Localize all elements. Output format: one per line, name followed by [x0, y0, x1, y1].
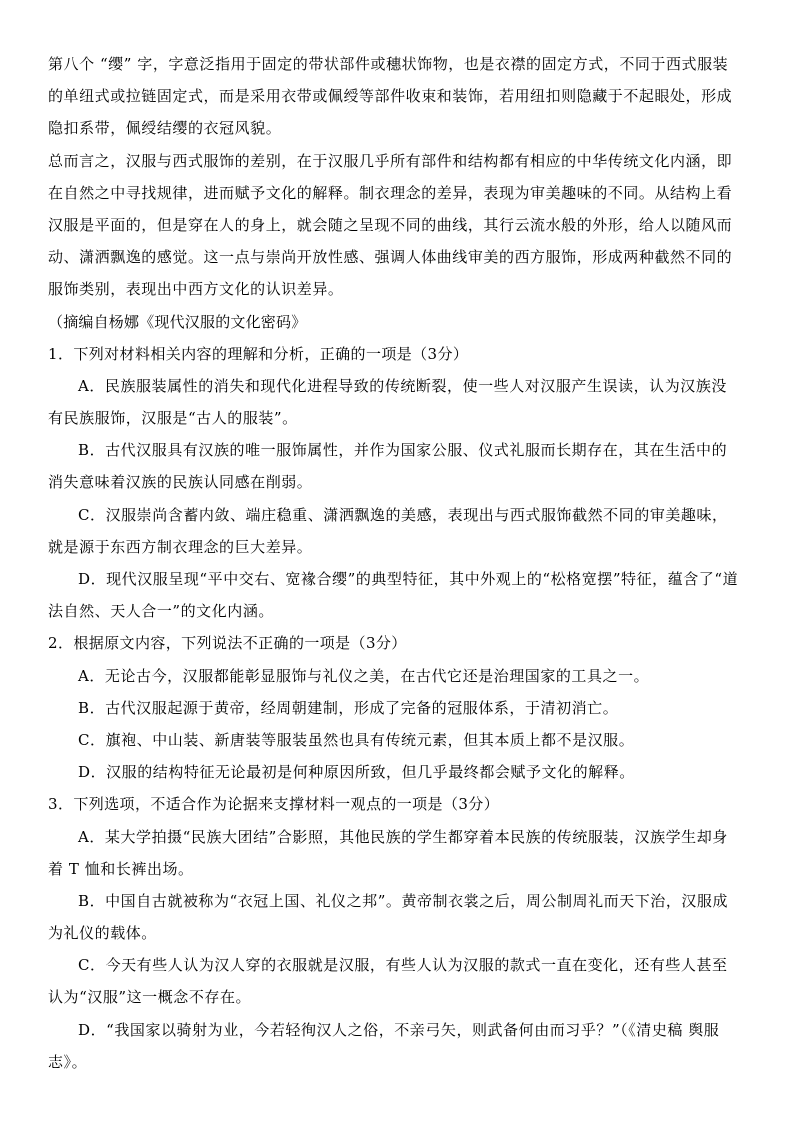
option-b-line: B．古代汉服起源于黄帝，经周朝建制，形成了完备的冠服体系，于清初消亡。 — [78, 698, 619, 717]
question-stem: 3．下列选项，不适合作为论据来支撑材料一观点的一项是（3分） — [48, 795, 500, 814]
passage-line: 服饰类别，表现出中西方文化的认识差异。 — [48, 280, 344, 299]
document-page — [48, 48, 748, 1078]
option-b-line: B．古代汉服具有汉族的唯一服饰属性，并作为国家公服、仪式礼服而长期存在，其在生活中的 — [78, 441, 728, 460]
question-2 — [48, 627, 748, 788]
option-a-line: A．无论古今，汉服都能彰显服饰与礼仪之美，在古代它还是治理国家的工具之一。 — [78, 666, 650, 685]
option-c-line: 就是源于东西方制衣理念的巨大差异。 — [48, 537, 313, 556]
option-b-line: B．中国自古就被称为“衣冠上国、礼仪之邦”。黄帝制衣裳之后，周公制周礼而天下治，汉服成 — [78, 891, 729, 910]
question-3 — [48, 788, 748, 1078]
passage-line: 在自然之中寻找规律，进而赋予文化的解释。制衣理念的差异，表现为审美趣味的不同。从结构上看 — [48, 183, 733, 202]
option-d-line: 志》。 — [48, 1052, 88, 1071]
passage-line: 的单纽式或拉链固定式，而是采用衣带或佩绶等部件收束和装饰，若用纽扣则隐藏于不起眼处，形成 — [48, 87, 733, 106]
option-c-line: 认为“汉服”这一概念不存在。 — [48, 988, 252, 1007]
option-a-line: 着 T 恤和长裤出场。 — [48, 859, 194, 878]
question-1 — [48, 338, 748, 628]
question-stem: 2．根据原文内容，下列说法不正确的一项是（3分） — [48, 634, 407, 653]
passage-line: 汉服是平面的，但是穿在人的身上，就会随之呈现不同的曲线，其行云流水般的外形，给人以随风而 — [48, 215, 733, 234]
option-c-line: C．汉服崇尚含蓄内敛、端庄稳重、潇洒飘逸的美感，表现出与西式服饰截然不同的审美趣味， — [78, 505, 728, 524]
question-stem: 1．下列对材料相关内容的理解和分析，正确的一项是（3分） — [48, 344, 469, 363]
option-a-line: A．民族服装属性的消失和现代化进程导致的传统断裂，使一些人对汉服产生误读，认为汉族没 — [78, 376, 727, 395]
option-a-line: 有民族服饰，汉服是“古人的服装”。 — [48, 409, 298, 428]
option-b-line: 消失意味着汉族的民族认同感在削弱。 — [48, 473, 313, 492]
option-d-line: D．现代汉服呈现“平中交右、宽褖合缨”的典型特征，其中外观上的“松格宽摆”特征，蕴含了“道 — [78, 570, 739, 588]
passage — [48, 48, 748, 338]
option-b-line: 为礼仪的载体。 — [48, 924, 157, 943]
passage-line: 第八个 “缨” 字，字意泛指用于固定的带状部件或穗状饰物，也是衣襟的固定方式，不同于西式服装 — [48, 55, 729, 73]
option-c-line: C．今天有些人认为汉人穿的衣服就是汉服，有些人认为汉服的款式一直在变化，还有些人甚至 — [78, 956, 728, 975]
passage-line: 隐扣系带，佩绶结缨的衣冠风貌。 — [48, 119, 282, 138]
source-citation: （摘编自杨娜《现代汉服的文化密码》 — [48, 312, 307, 331]
passage-line: 动、潇洒飘逸的感觉。这一点与崇尚开放性感、强调人体曲线审美的西方服饰，形成两种截然不同的 — [48, 248, 733, 267]
passage-line: 总而言之，汉服与西式服饰的差别，在于汉服几乎所有部件和结构都有相应的中华传统文化内涵，即 — [48, 151, 733, 170]
option-d-line: D．“我国家以骑射为业，今若轻徇汉人之俗，不亲弓矢，则武备何由而习乎？”（《清史稿 舆服 — [78, 1020, 720, 1039]
option-d-line: 法自然、天人合一”的文化内涵。 — [48, 602, 274, 621]
option-a-line: A．某大学拍摄“民族大团结”合影照，其他民族的学生都穿着本民族的传统服装，汉族学生却身 — [78, 827, 728, 846]
option-c-line: C．旗袍、中山装、新唐装等服装虽然也具有传统元素，但其本质上都不是汉服。 — [78, 730, 635, 749]
option-d-line: D．汉服的结构特征无论最初是何种原因所致，但几乎最终都会赋予文化的解释。 — [78, 763, 635, 782]
